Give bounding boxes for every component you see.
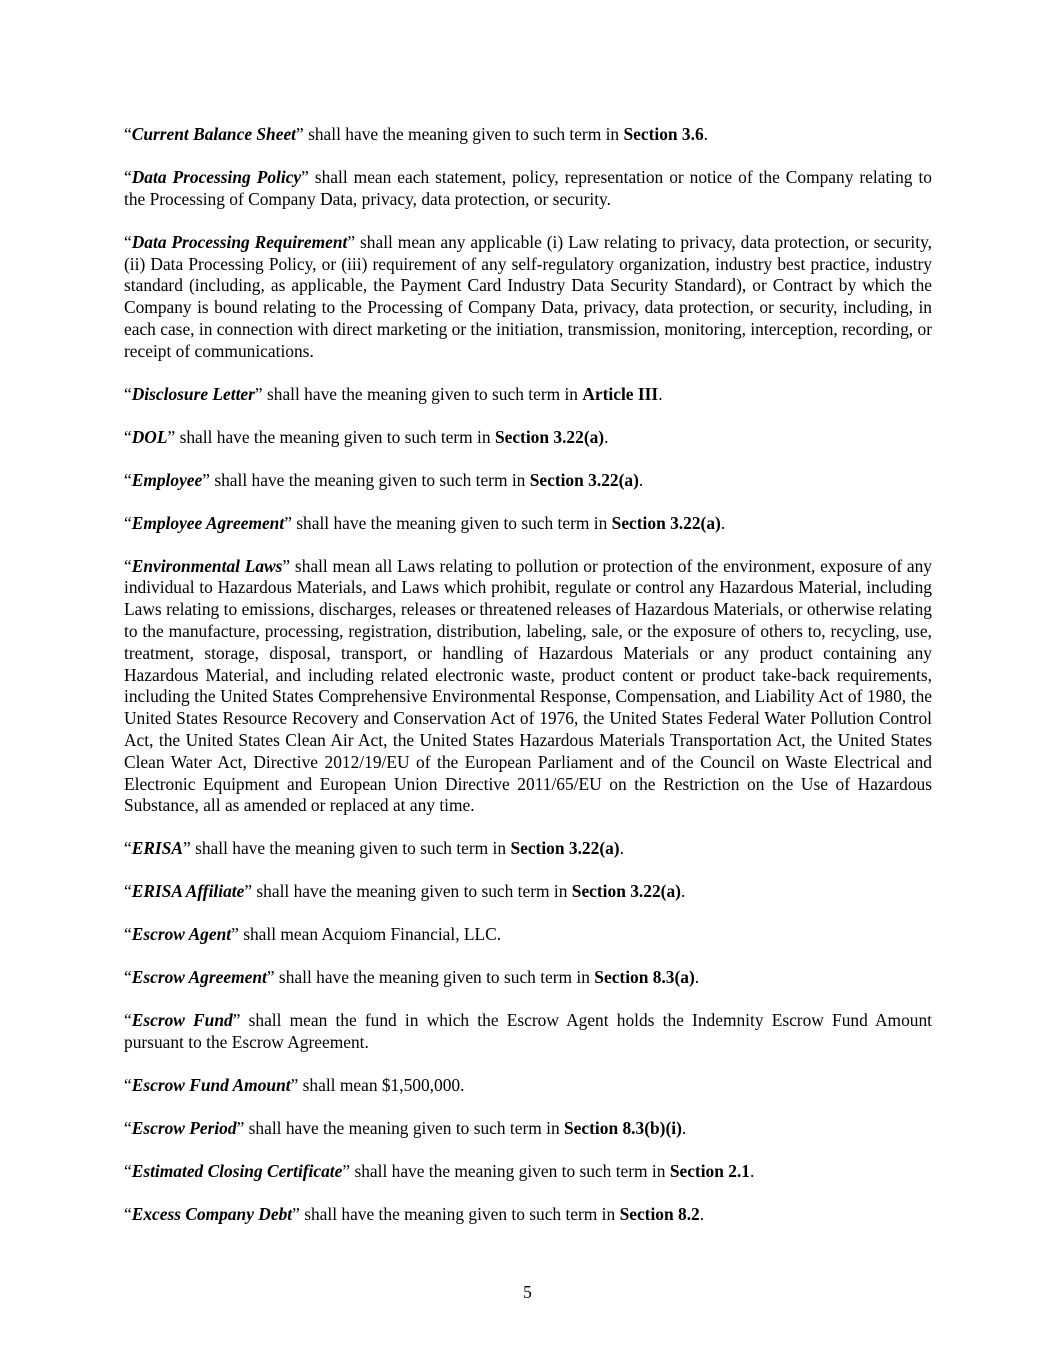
defined-term: ERISA Affiliate [131, 881, 245, 902]
definition-paragraph: “Excess Company Debt” shall have the meaning given to such term in Section 8.2. [124, 1204, 705, 1225]
definition-paragraph: “Escrow Fund” shall mean the fund in which the Escrow Agent holds the Indemnity Escrow Fund Amount pursuant to the Escrow Agreement. [124, 1010, 932, 1053]
definition-paragraph: “Escrow Agreement” shall have the meaning given to such term in Section 8.3(a). [124, 967, 700, 988]
definition-text: shall have the meaning given to such term in [299, 1204, 620, 1225]
definition-paragraph: “Estimated Closing Certificate” shall have the meaning given to such term in Section 2.1. [124, 1161, 755, 1182]
defined-term: Excess Company Debt [131, 1204, 293, 1225]
defined-term: Escrow Agent [131, 924, 232, 945]
defined-term: DOL [131, 426, 168, 447]
defined-term: Environmental Laws [131, 555, 283, 576]
defined-term: Disclosure Letter [131, 383, 255, 404]
definition-end-punctuation: . [699, 1204, 705, 1225]
defined-term: Escrow Fund Amount [131, 1075, 291, 1096]
definition-paragraph: “Disclosure Letter” shall have the meaning given to such term in Article III. [124, 383, 663, 404]
section-reference: Section 8.3(b)(i) [564, 1118, 682, 1139]
section-reference: Section 3.6 [623, 124, 704, 144]
definition-text: shall have the meaning given to such term in [252, 881, 572, 902]
definition-paragraph: “Escrow Agent” shall mean Acquiom Financial, LLC. [124, 924, 502, 945]
defined-term: Escrow Agreement [131, 967, 267, 988]
defined-term: Data Processing Requirement [131, 231, 348, 252]
definition-paragraph: “ERISA Affiliate” shall have the meaning given to such term in Section 3.22(a). [124, 881, 686, 902]
definition-paragraph: “Data Processing Policy” shall mean each statement, policy, representation or notice of the Company relating to the Processing of Company Data, privacy, data protection, or security. [124, 166, 933, 209]
section-reference: Section 8.2 [619, 1204, 700, 1225]
definition-end-punctuation: . [619, 838, 624, 859]
section-reference: Article III [582, 383, 659, 404]
definition-paragraph: “ERISA” shall have the meaning given to such term in Section 3.22(a). [124, 838, 624, 859]
definition-text: shall have the meaning given to such term in [303, 124, 624, 144]
definition-end-punctuation: . [720, 512, 726, 533]
defined-term: Escrow Fund [131, 1010, 233, 1031]
definition-end-punctuation: . [658, 383, 663, 404]
section-reference: Section 2.1 [669, 1161, 750, 1182]
definition-text: shall mean all Laws relating to pollution or protection of the environment, exposure of any individual to Hazardous Materials, and Laws which prohibit, regulate or control any Hazardous Material, including Laws relating to emissions, discharges, releases or threatened releases of Hazardous Materials, or otherwise relating to the manufacture, processing, registration, distribution, labeling, sale, or the exposure of others to, recycling, use, treatment, storage, disposal, transport, or handling of Hazardous Materials or any product containing any Hazardous Material, and including related electronic waste, product content or product take-back requirements, including the United States Comprehensive Environmental Response, Compensation, and Liability Act of 1980, the United States Resource Recovery and Conservation Act of 1976, the United States Federal Water Pollution Control Act, the United States Clean Air Act, the United States Hazardous Materials Transportation Act, the United States Clean Water Act, Directive 2012/19/EU of the European Parliament and of the Council on Waste Electrical and Electronic Equipment and European Union Directive 2011/65/EU on the Restriction on the Use of Hazardous Substance, all as amended or replaced at any time. [124, 555, 932, 816]
section-reference: Section 3.22(a) [571, 881, 681, 902]
definition-end-punctuation: . [604, 426, 609, 447]
definition-text: shall have the meaning given to such term in [244, 1118, 565, 1139]
defined-term: Escrow Period [131, 1118, 237, 1139]
definition-text: shall have the meaning given to such term in [190, 838, 511, 859]
section-reference: Section 3.22(a) [510, 838, 620, 859]
definition-text: shall have the meaning given to such term in [274, 967, 595, 988]
defined-term: Employee Agreement [131, 512, 285, 533]
definition-text: shall have the meaning given to such term in [350, 1161, 670, 1182]
definition-text: shall mean each statement, policy, representation or notice of the Company relating to the Processing of Company Data, privacy, data protection, or security. [124, 166, 933, 209]
defined-term: Employee [131, 469, 203, 490]
definition-end-punctuation: . [703, 124, 709, 144]
definition-text: shall mean the fund in which the Escrow Agent holds the Indemnity Escrow Fund Amount pursuant to the Escrow Agreement. [124, 1010, 932, 1053]
definition-paragraph: “Current Balance Sheet” shall have the meaning given to such term in Section 3.6. [124, 124, 709, 144]
definition-end-punctuation: . [694, 967, 700, 988]
definition-end-punctuation: . [750, 1161, 755, 1182]
definition-end-punctuation: . [680, 881, 686, 902]
definition-text: shall have the meaning given to such term in [291, 512, 612, 533]
definition-paragraph: “DOL” shall have the meaning given to such term in Section 3.22(a). [124, 426, 609, 447]
section-reference: Section 8.3(a) [594, 967, 695, 988]
definition-text: shall mean any applicable (i) Law relating to privacy, data protection, or security, (ii) Data Processing Policy, or (iii) requirement of any self-regulatory organization, industry best practice, industry standard (including, as applicable, the Payment Card Industry Data Security Standard), or Contract by which the Company is bound relating to the Processing of Company Data, privacy, data protection, or security, including, in each case, in connection with direct marketing or the initiation, transmission, monitoring, interception, recording, or receipt of communications. [124, 231, 932, 361]
definition-text: shall have the meaning given to such term in [175, 426, 495, 447]
definition-end-punctuation: . [681, 1118, 687, 1139]
section-reference: Section 3.22(a) [529, 469, 639, 490]
definition-paragraph: “Environmental Laws” shall mean all Laws relating to pollution or protection of the environment, exposure of any individual to Hazardous Materials, and Laws which prohibit, regulate or control any Hazardous Material, including Laws relating to emissions, discharges, releases or threatened releases of Hazardous Materials, or otherwise relating to the manufacture, processing, registration, distribution, labeling, sale, or the exposure of others to, recycling, use, treatment, storage, disposal, transport, or handling of Hazardous Materials or any product containing any Hazardous Material, and including related electronic waste, product content or product take-back requirements, including the United States Comprehensive Environmental Response, Compensation, and Liability Act of 1980, the United States Resource Recovery and Conservation Act of 1976, the United States Federal Water Pollution Control Act, the United States Clean Air Act, the United States Hazardous Materials Transportation Act, the United States Clean Water Act, Directive 2012/19/EU of the European Parliament and of the Council on Waste Electrical and Electronic Equipment and European Union Directive 2011/65/EU on the Restriction on the Use of Hazardous Substance, all as amended or replaced at any time. [124, 555, 932, 816]
defined-term: ERISA [131, 838, 183, 859]
section-reference: Section 3.22(a) [611, 512, 721, 533]
section-reference: Section 3.22(a) [494, 426, 605, 447]
defined-term: Estimated Closing Certificate [131, 1161, 343, 1182]
defined-term: Current Balance Sheet [131, 124, 297, 144]
definition-end-punctuation: . [638, 469, 644, 490]
definition-paragraph: “Escrow Period” shall have the meaning given to such term in Section 8.3(b)(i). [124, 1118, 687, 1139]
definition-paragraph: “Data Processing Requirement” shall mean any applicable (i) Law relating to privacy, data protection, or security, (ii) Data Processing Policy, or (iii) requirement of any self-regulatory organization, industry best practice, industry standard (including, as applicable, the Payment Card Industry Data Security Standard), or Contract by which the Company is bound relating to the Processing of Company Data, privacy, data protection, or security, including, in each case, in connection with direct marketing or the initiation, transmission, monitoring, interception, recording, or receipt of communications. [124, 231, 932, 361]
definition-paragraph: “Employee Agreement” shall have the meaning given to such term in Section 3.22(a). [124, 512, 726, 533]
definition-paragraph: “Employee” shall have the meaning given to such term in Section 3.22(a). [124, 469, 644, 490]
document-page [124, 124, 932, 1247]
definition-text: shall mean Acquiom Financial, LLC. [238, 924, 502, 945]
defined-term: Data Processing Policy [131, 166, 302, 187]
definition-text: shall have the meaning given to such term in [262, 383, 583, 404]
definition-text: shall have the meaning given to such term in [209, 469, 530, 490]
definition-text: shall mean $1,500,000. [298, 1075, 465, 1096]
definition-paragraph: “Escrow Fund Amount” shall mean $1,500,000. [124, 1075, 465, 1096]
page-number: 5 [523, 1282, 532, 1302]
